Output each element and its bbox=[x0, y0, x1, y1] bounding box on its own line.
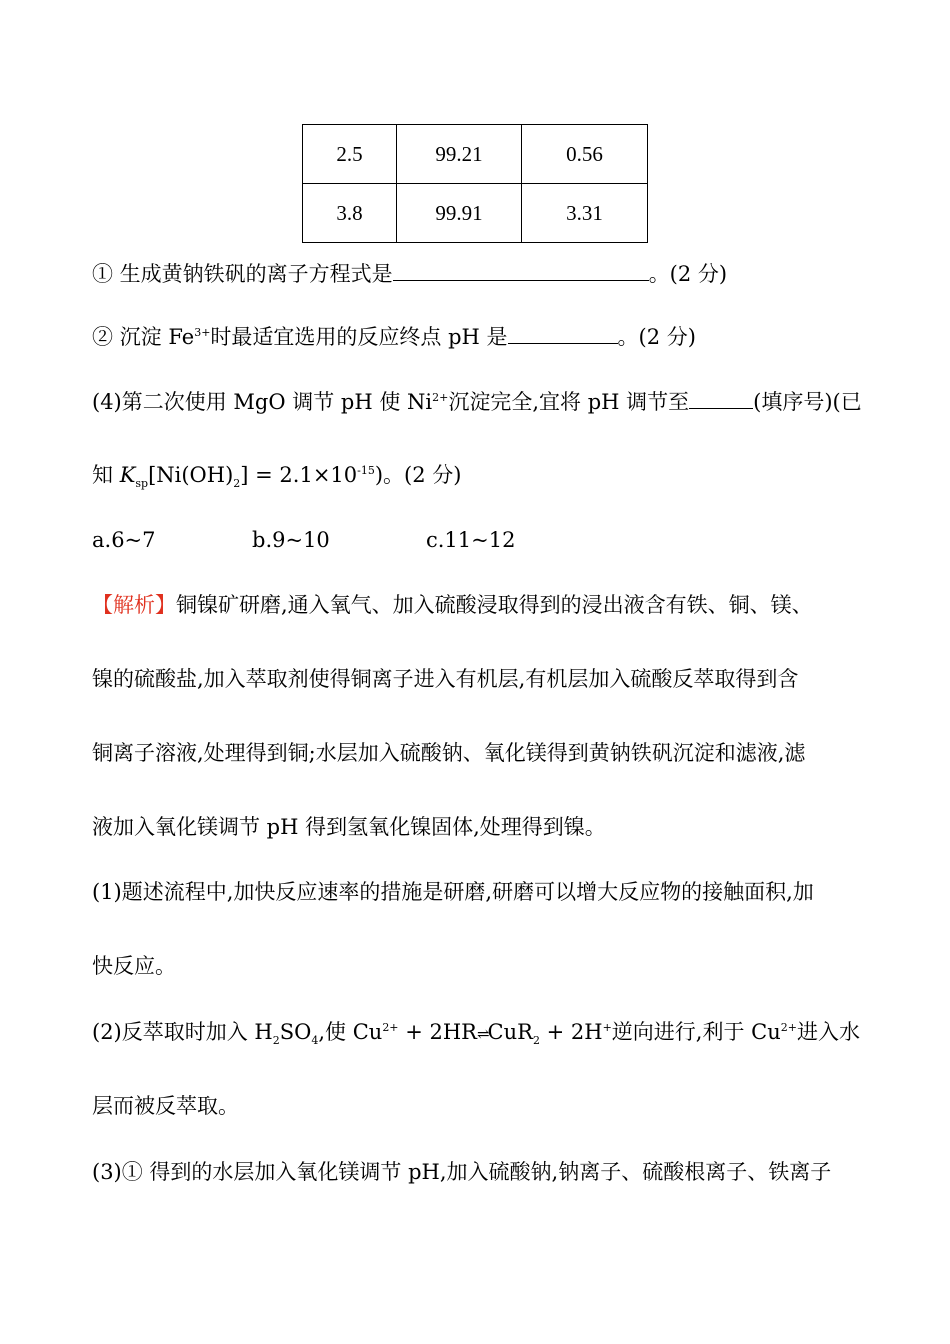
option-b[interactable]: b.9~10 bbox=[252, 528, 330, 552]
table-cell: 3.8 bbox=[303, 184, 397, 243]
table-cell: 99.91 bbox=[397, 184, 522, 243]
answer-blank[interactable] bbox=[508, 321, 618, 344]
question-1-text: ① 生成黄钠铁矾的离子方程式是 bbox=[92, 262, 393, 286]
question-2-score: 。(2 分) bbox=[617, 325, 696, 349]
analysis-line-2: 镍的硫酸盐,加入萃取剂使得铜离子进入有机层,有机层加入硫酸反萃取得到含 bbox=[92, 667, 799, 691]
formula-text: ] = 2.1×10 bbox=[240, 463, 358, 487]
option-c[interactable]: c.11~12 bbox=[426, 528, 516, 552]
charge-superscript: 2+ bbox=[780, 1021, 797, 1034]
charge-superscript: + bbox=[602, 1021, 612, 1034]
ksp-subscript: sp bbox=[135, 477, 149, 491]
question-2-text-cont: 时最适宜选用的反应终点 pH 是 bbox=[210, 325, 508, 349]
equilibrium-arrow-icon: ⇌ bbox=[476, 1025, 488, 1043]
formula-subscript: 4 bbox=[311, 1034, 319, 1048]
exponent-superscript: -15 bbox=[357, 464, 375, 477]
analysis-tag: 【解析】 bbox=[92, 593, 176, 617]
analysis-text: 逆向进行,利于 Cu bbox=[611, 1020, 781, 1044]
analysis-line-1 bbox=[92, 590, 813, 620]
analysis-para-1-line-2: 快反应。 bbox=[92, 954, 176, 978]
formula-subscript: 2 bbox=[272, 1034, 280, 1048]
table-cell: 0.56 bbox=[522, 125, 648, 184]
question-4-line-1 bbox=[92, 386, 862, 417]
analysis-para-2-line-1 bbox=[92, 1017, 860, 1049]
table-cell: 2.5 bbox=[303, 125, 397, 184]
question-4-line-2 bbox=[92, 460, 461, 490]
answer-blank[interactable] bbox=[689, 386, 753, 409]
charge-superscript: 3+ bbox=[194, 326, 211, 339]
question-4-score: )。(2 分) bbox=[374, 463, 462, 487]
formula-text: + 2HR bbox=[398, 1020, 477, 1044]
table-row bbox=[303, 125, 648, 184]
formula-subscript: 2 bbox=[532, 1034, 540, 1048]
analysis-para-2-line-2: 层而被反萃取。 bbox=[92, 1094, 239, 1118]
analysis-text: 铜镍矿研磨,通入氧气、加入硫酸浸取得到的浸出液含有铁、铜、镁、 bbox=[176, 593, 813, 617]
option-a[interactable]: a.6~7 bbox=[92, 528, 156, 552]
question-2-line bbox=[92, 321, 696, 352]
question-2-text: ② 沉淀 Fe bbox=[92, 325, 195, 349]
question-1-line bbox=[92, 258, 727, 289]
table-row bbox=[303, 184, 648, 243]
analysis-para-3-line-1: (3)① 得到的水层加入氧化镁调节 pH,加入硫酸钠,钠离子、硫酸根离子、铁离子 bbox=[92, 1160, 832, 1184]
analysis-text: (2)反萃取时加入 H bbox=[92, 1020, 273, 1044]
question-4-text: 知 bbox=[92, 463, 120, 487]
answer-blank[interactable] bbox=[393, 258, 649, 281]
analysis-text: ,使 Cu bbox=[318, 1020, 383, 1044]
analysis-text: 进入水 bbox=[796, 1020, 860, 1044]
formula-text: + 2H bbox=[539, 1020, 603, 1044]
formula-text: SO bbox=[279, 1020, 312, 1044]
question-4-text-cont: 沉淀完全,宜将 pH 调节至 bbox=[448, 390, 690, 414]
formula-subscript: 2 bbox=[233, 477, 241, 491]
options-line bbox=[92, 525, 515, 555]
data-table bbox=[302, 124, 648, 243]
analysis-para-1-line-1: (1)题述流程中,加快反应速率的措施是研磨,研磨可以增大反应物的接触面积,加 bbox=[92, 880, 814, 904]
ksp-symbol: K bbox=[119, 463, 136, 487]
table-cell: 3.31 bbox=[522, 184, 648, 243]
analysis-line-4: 液加入氧化镁调节 pH 得到氢氧化镍固体,处理得到镍。 bbox=[92, 815, 606, 839]
table-cell: 99.21 bbox=[397, 125, 522, 184]
question-4-text-end: (填序号)(已 bbox=[753, 390, 862, 414]
analysis-line-3: 铜离子溶液,处理得到铜;水层加入硫酸钠、氧化镁得到黄钠铁矾沉淀和滤液,滤 bbox=[92, 741, 806, 765]
formula-text: [Ni(OH) bbox=[148, 463, 234, 487]
question-1-score: 。(2 分) bbox=[648, 262, 728, 286]
charge-superscript: 2+ bbox=[382, 1021, 399, 1034]
formula-text: CuR bbox=[487, 1020, 533, 1044]
question-4-text: (4)第二次使用 MgO 调节 pH 使 Ni bbox=[92, 390, 433, 414]
charge-superscript: 2+ bbox=[432, 391, 449, 404]
